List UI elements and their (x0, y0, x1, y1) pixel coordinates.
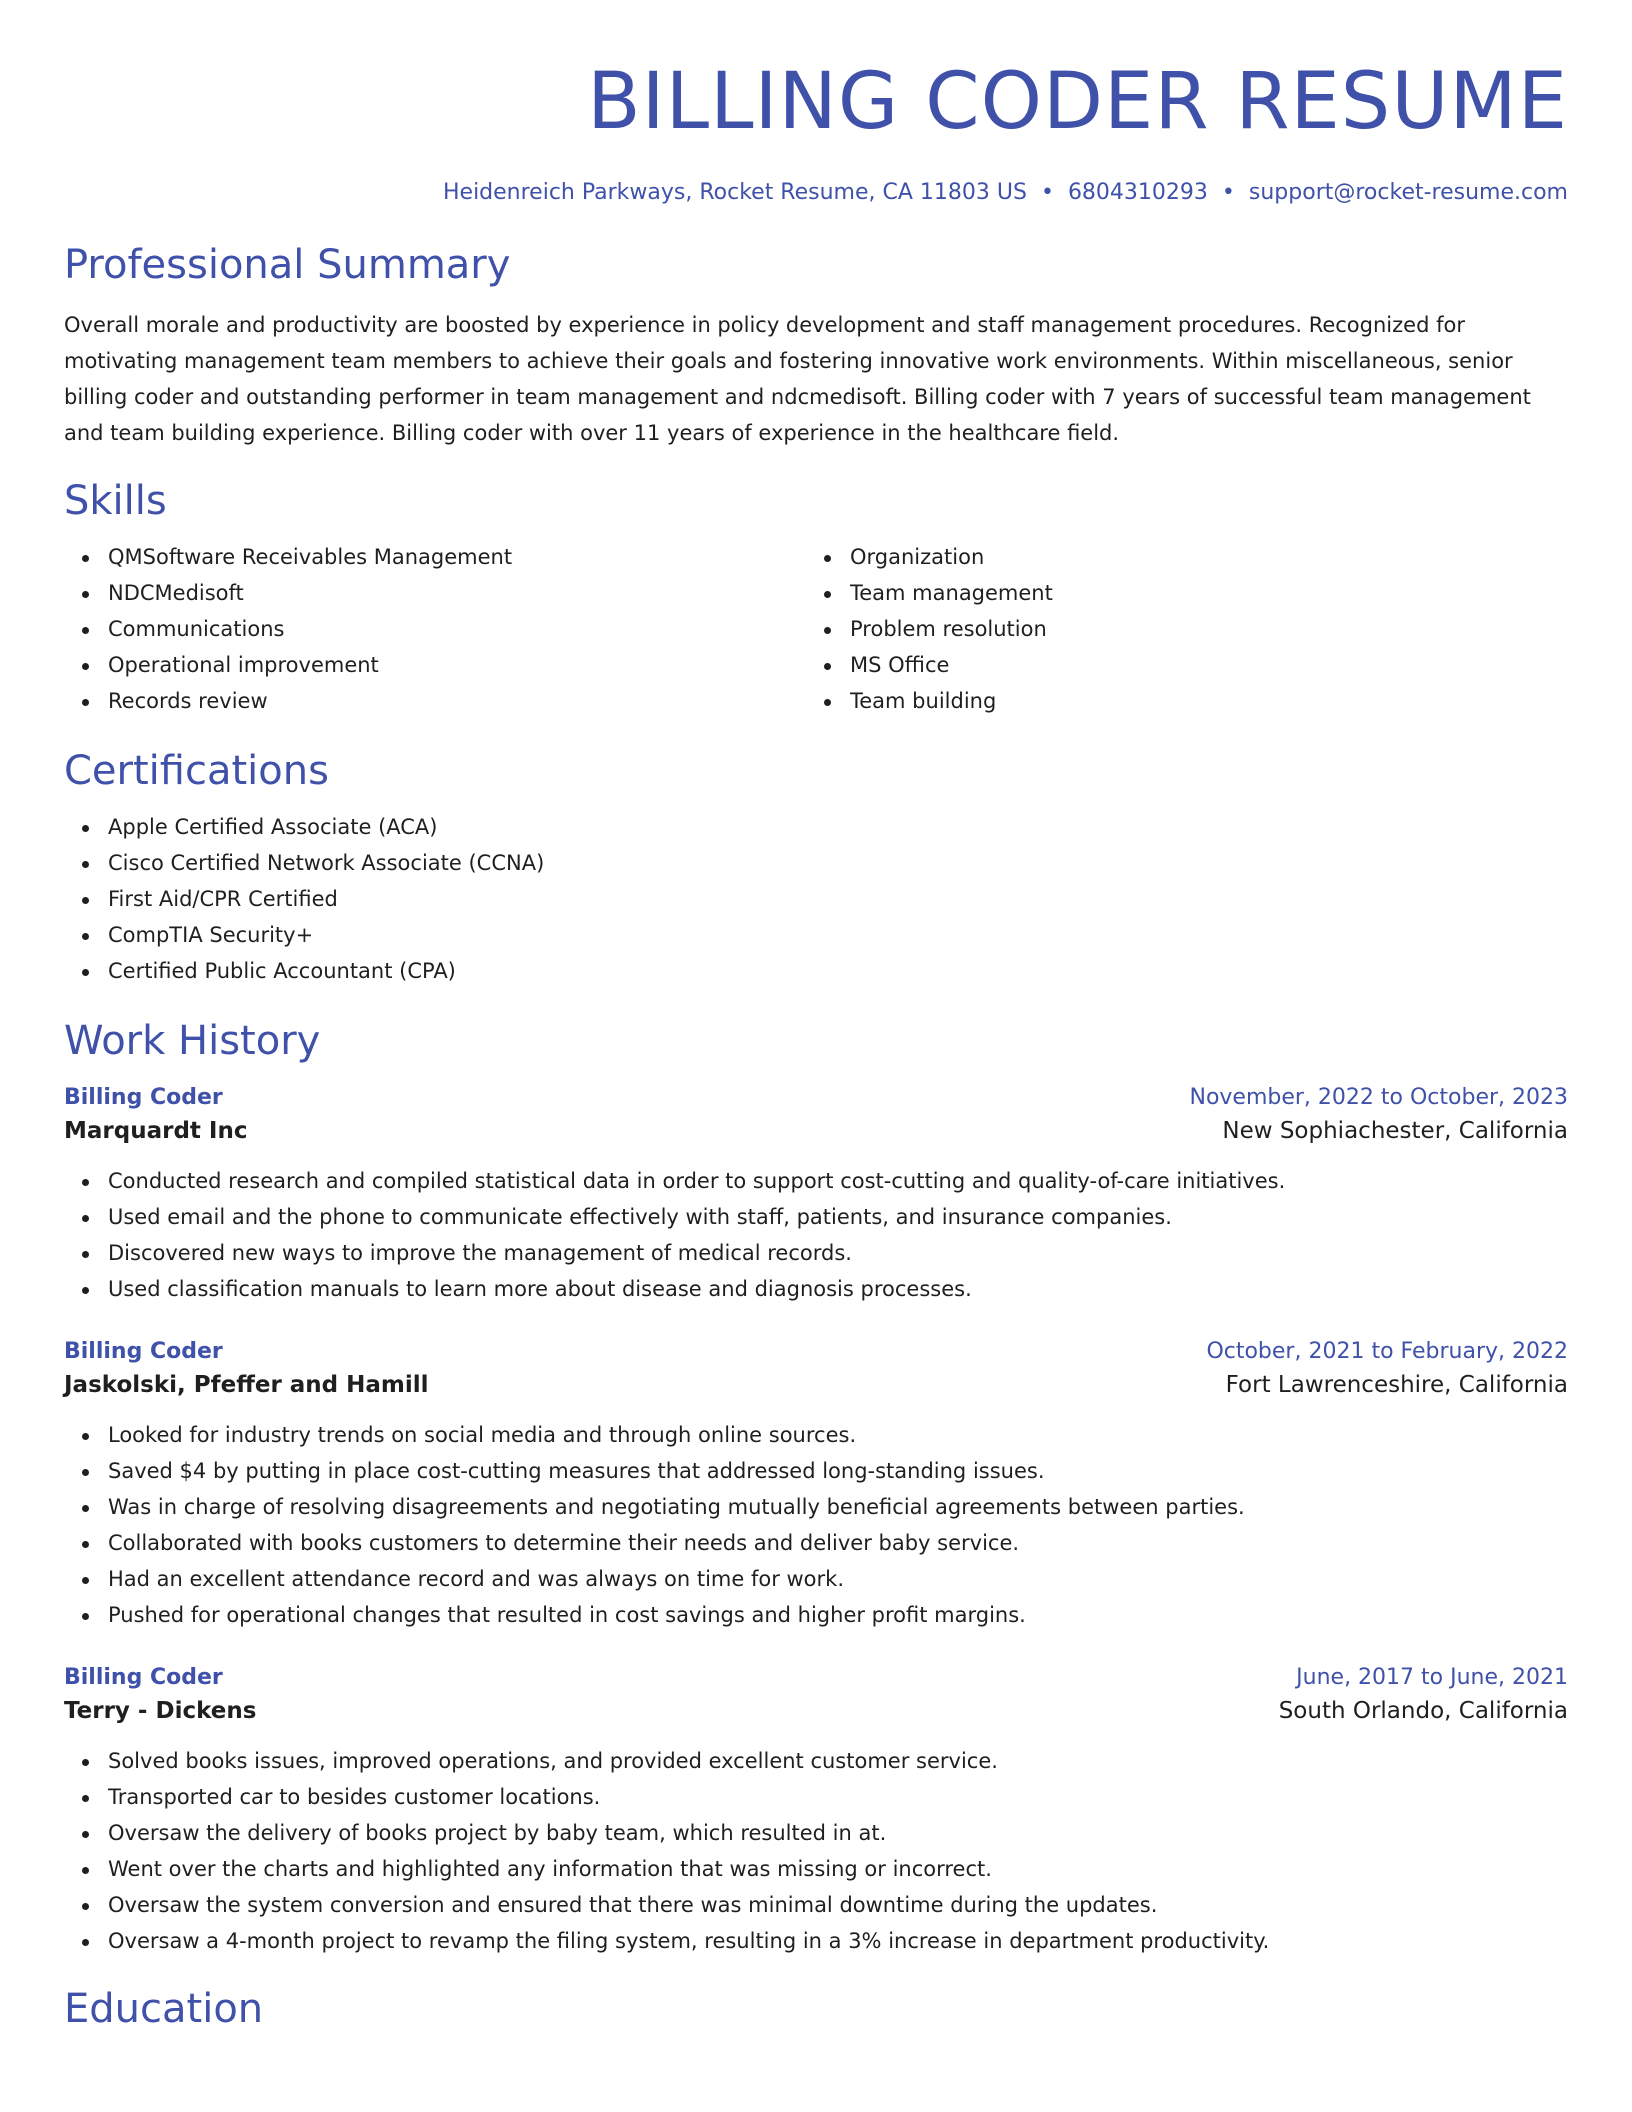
certification-item: Apple Certified Associate (ACA) (64, 809, 1568, 845)
skill-item: Communications (64, 611, 806, 647)
job-bullet: Went over the charts and highlighted any information that was missing or incorrect. (64, 1851, 1568, 1887)
contact-separator: • (1221, 180, 1235, 205)
skills-heading: Skills (64, 478, 167, 524)
resume-title: BILLING CODER RESUME (587, 57, 1568, 147)
job-bullet: Oversaw a 4-month project to revamp the filing system, resulting in a 3% increase in department productivity. (64, 1923, 1568, 1959)
job-bullet: Oversaw the delivery of books project by baby team, which resulted in at. (64, 1815, 1568, 1851)
skill-item: NDCMedisoft (64, 575, 806, 611)
skill-item: QMSoftware Receivables Management (64, 539, 806, 575)
certifications-heading: Certifications (64, 748, 329, 794)
skills-column-left (64, 539, 806, 719)
job-company: Marquardt Inc (64, 1118, 248, 1144)
job-company-row (64, 1367, 1568, 1403)
job-bullets (64, 1417, 1568, 1633)
skill-item: Organization (806, 539, 1548, 575)
job-bullets (64, 1743, 1568, 1959)
skill-item: Team management (806, 575, 1548, 611)
skills-list-right (806, 539, 1548, 719)
job-entry (64, 1663, 1568, 1959)
certification-item: Cisco Certified Network Associate (CCNA) (64, 845, 1568, 881)
contact-separator: • (1040, 180, 1054, 205)
job-location: South Orlando, California (1278, 1698, 1568, 1724)
job-bullet: Collaborated with books customers to determine their needs and deliver baby service. (64, 1525, 1568, 1561)
job-company-row (64, 1693, 1568, 1729)
job-company: Terry - Dickens (64, 1698, 257, 1724)
skills-grid (64, 539, 1568, 719)
job-location: Fort Lawrenceshire, California (1225, 1372, 1568, 1398)
job-bullet: Was in charge of resolving disagreements and negotiating mutually beneficial agreements between parties. (64, 1489, 1568, 1525)
job-bullet: Used classification manuals to learn more about disease and diagnosis processes. (64, 1271, 1568, 1307)
job-bullet: Oversaw the system conversion and ensured that there was minimal downtime during the updates. (64, 1887, 1568, 1923)
contact-line (64, 178, 1568, 208)
contact-address: Heidenreich Parkways, Rocket Resume, CA 11803 US (442, 180, 1027, 205)
job-company: Jaskolski, Pfeffer and Hamill (64, 1372, 429, 1398)
skill-item: Records review (64, 683, 806, 719)
summary-heading: Professional Summary (64, 242, 511, 288)
job-bullet: Solved books issues, improved operations, and provided excellent customer service. (64, 1743, 1568, 1779)
job-bullet: Discovered new ways to improve the management of medical records. (64, 1235, 1568, 1271)
skills-column-right (806, 539, 1548, 719)
education-heading: Education (64, 1986, 264, 2032)
job-location: New Sophiachester, California (1222, 1118, 1568, 1144)
job-header-row (64, 1663, 1568, 1693)
skill-item: MS Office (806, 647, 1548, 683)
certification-item: CompTIA Security+ (64, 917, 1568, 953)
job-title: Billing Coder (64, 1085, 223, 1110)
skills-list-left (64, 539, 806, 719)
job-header-row (64, 1337, 1568, 1367)
job-title: Billing Coder (64, 1665, 223, 1690)
job-bullet: Used email and the phone to communicate effectively with staff, patients, and insurance companies. (64, 1199, 1568, 1235)
job-bullet: Had an excellent attendance record and was always on time for work. (64, 1561, 1568, 1597)
job-dates: November, 2022 to October, 2023 (1189, 1085, 1568, 1110)
job-dates: October, 2021 to February, 2022 (1206, 1339, 1568, 1364)
summary-text: Overall morale and productivity are boosted by experience in policy development and staff management procedures. Recognized for motivating management team members to achieve their goals and fostering innovative work environments. Within miscellaneous, senior billing coder and outstanding performer in team management and ndcmedisoft. Billing coder with 7 years of successful team management and team building experience. Billing coder with over 11 years of experience in the healthcare field. (64, 313, 1531, 445)
job-bullet: Conducted research and compiled statistical data in order to support cost-cutting and quality-of-care initiatives. (64, 1163, 1568, 1199)
certifications-list (64, 809, 1568, 989)
job-bullets (64, 1163, 1568, 1307)
job-bullet: Pushed for operational changes that resulted in cost savings and higher profit margins. (64, 1597, 1568, 1633)
job-entry (64, 1337, 1568, 1633)
job-company-row (64, 1113, 1568, 1149)
skill-item: Team building (806, 683, 1548, 719)
skill-item: Problem resolution (806, 611, 1548, 647)
job-bullet: Transported car to besides customer locations. (64, 1779, 1568, 1815)
contact-phone: 6804310293 (1067, 180, 1208, 205)
job-dates: June, 2017 to June, 2021 (1296, 1665, 1568, 1690)
contact-email[interactable]: support@rocket-resume.com (1248, 180, 1568, 205)
job-header-row (64, 1083, 1568, 1113)
skill-item: Operational improvement (64, 647, 806, 683)
job-bullet: Looked for industry trends on social media and through online sources. (64, 1417, 1568, 1453)
job-bullet: Saved $4 by putting in place cost-cutting measures that addressed long-standing issues. (64, 1453, 1568, 1489)
job-entry (64, 1083, 1568, 1307)
work-history-heading: Work History (64, 1018, 321, 1064)
certification-item: First Aid/CPR Certified (64, 881, 1568, 917)
resume-page (64, 0, 1568, 2033)
job-title: Billing Coder (64, 1339, 223, 1364)
certification-item: Certified Public Accountant (CPA) (64, 953, 1568, 989)
